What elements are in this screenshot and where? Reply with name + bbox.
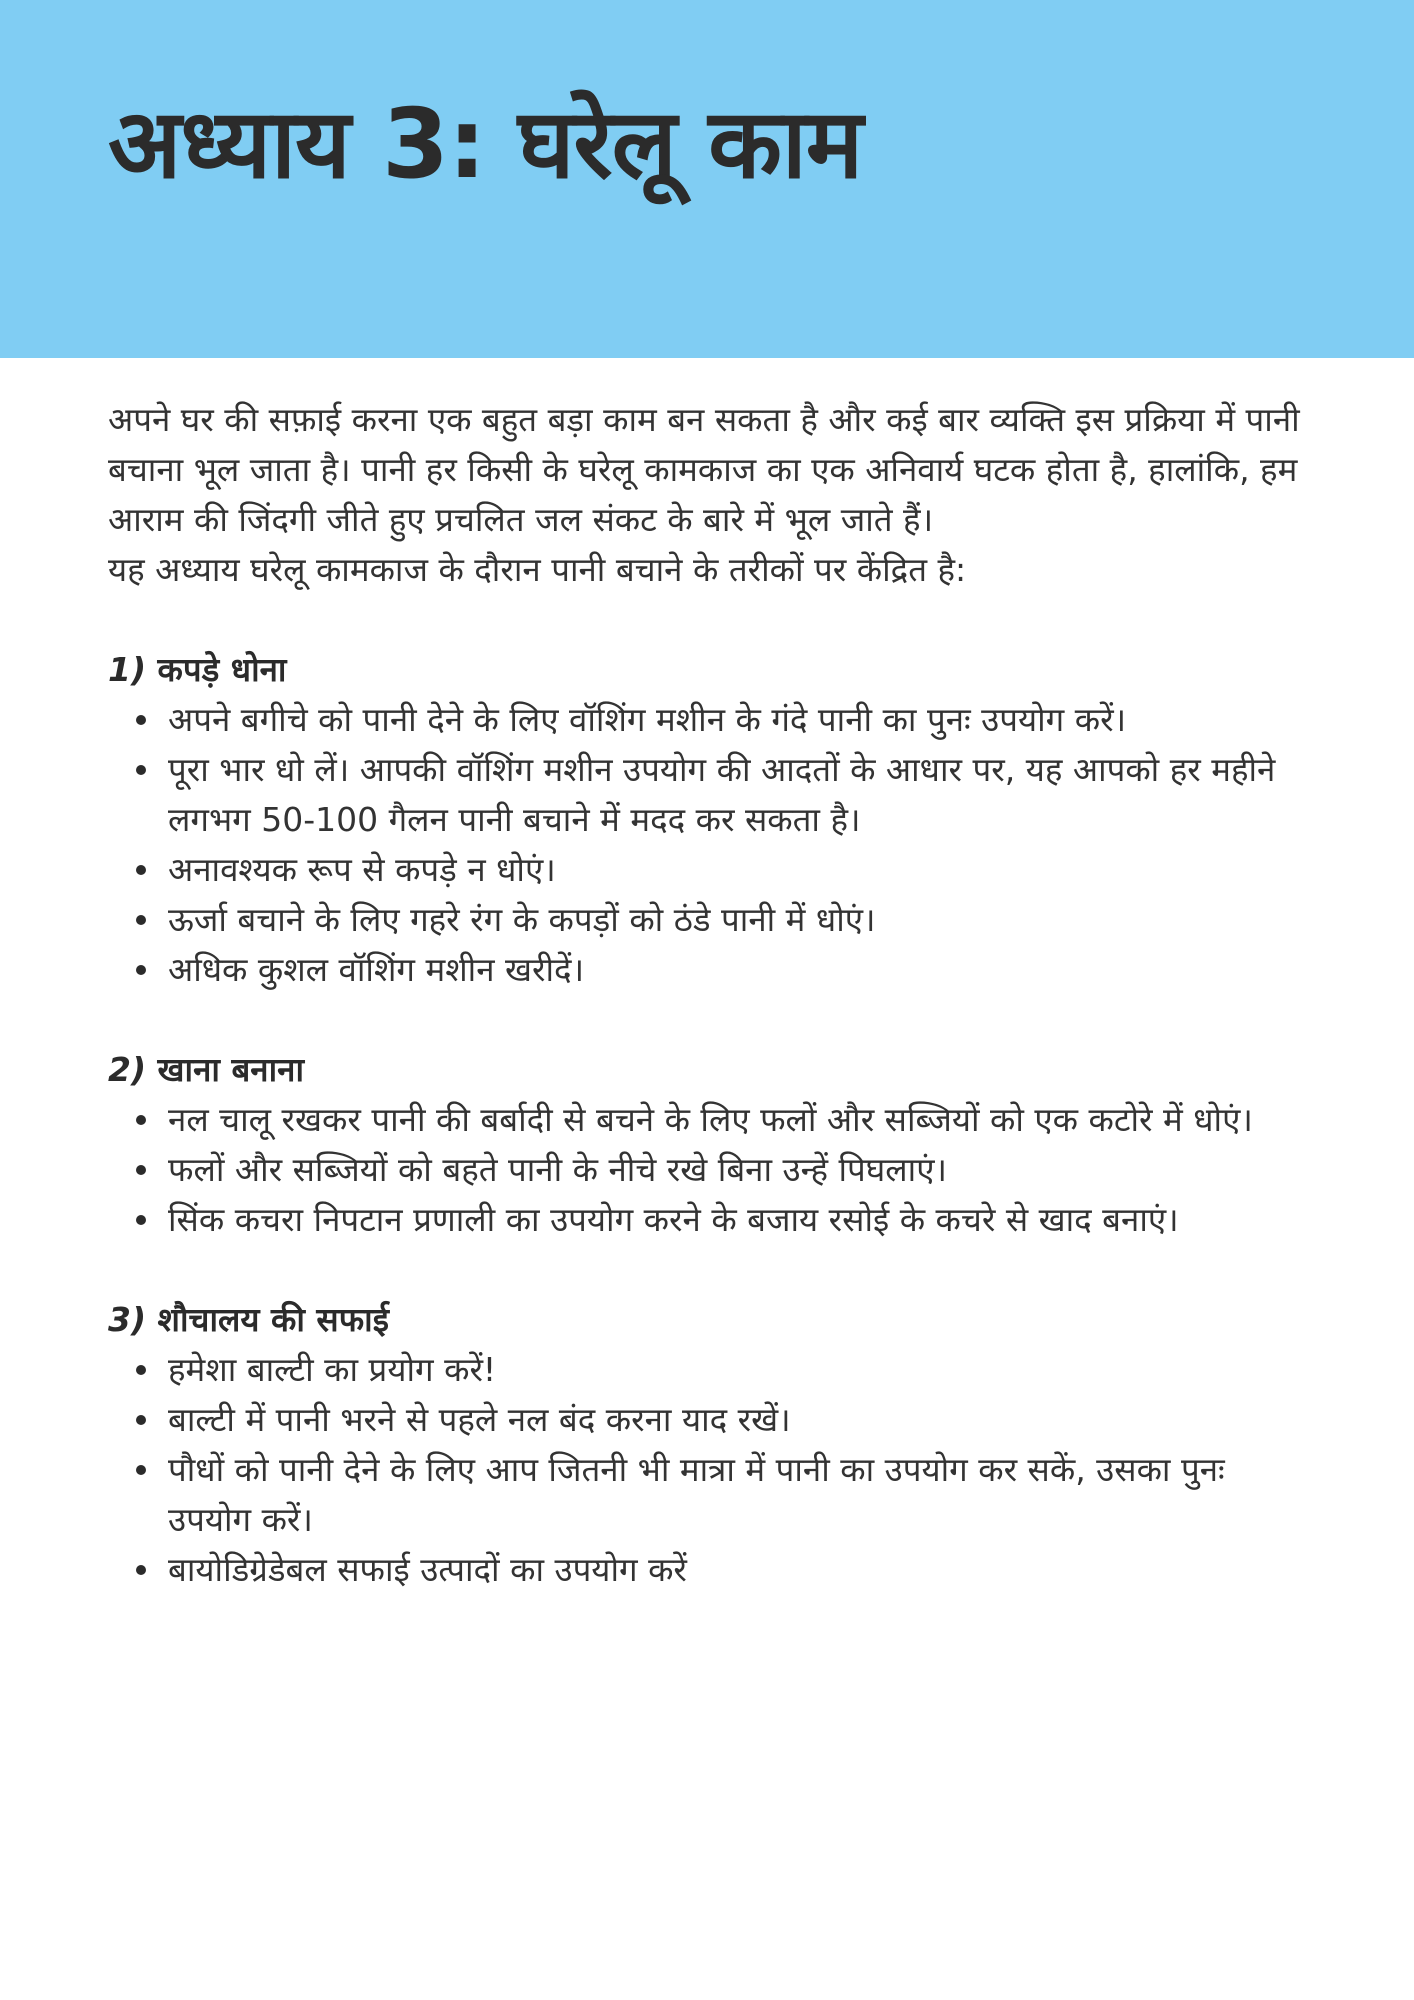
section-title: कपड़े धोना: [157, 650, 287, 689]
section-number: 3): [108, 1300, 147, 1339]
section-toilet-cleaning: [108, 1295, 1308, 1595]
list-item: [168, 895, 1308, 945]
list-item-text: सिंक कचरा निपटान प्रणाली का उपयोग करने के बजाय रसोई के कचरे से खाद बनाएं।: [168, 1200, 1179, 1239]
list-item: [168, 1445, 1308, 1545]
list-item: [168, 1395, 1308, 1445]
list-item: [168, 1195, 1308, 1245]
section-heading: [108, 1295, 1308, 1345]
section-title: शौचालय की सफाई: [157, 1300, 389, 1339]
bullet-icon: [136, 1165, 146, 1175]
list-item-text: बायोडिग्रेडेबल सफाई उत्पादों का उपयोग करें: [168, 1550, 687, 1589]
section-title: खाना बनाना: [157, 1050, 305, 1089]
tips-list: [108, 1345, 1308, 1595]
tips-list: [108, 695, 1308, 995]
list-item: [168, 845, 1308, 895]
list-item: [168, 745, 1308, 845]
section-heading: [108, 1045, 1308, 1095]
section-cooking: [108, 1045, 1308, 1245]
bullet-icon: [136, 1565, 146, 1575]
section-heading: [108, 645, 1308, 695]
list-item-text: बाल्टी में पानी भरने से पहले नल बंद करना याद रखें।: [168, 1400, 791, 1439]
list-item: [168, 695, 1308, 745]
bullet-icon: [136, 865, 146, 875]
focus-line: यह अध्याय घरेलू कामकाज के दौरान पानी बचाने के तरीकों पर केंद्रित है:: [108, 550, 967, 589]
list-item: [168, 945, 1308, 995]
list-item: [168, 1545, 1308, 1595]
list-item-text: पौधों को पानी देने के लिए आप जितनी भी मात्रा में पानी का उपयोग कर सकें, उसका पुनः उपयोग करें।: [168, 1450, 1225, 1539]
list-item-text: फलों और सब्जियों को बहते पानी के नीचे रखे बिना उन्हें पिघलाएं।: [168, 1150, 947, 1189]
section-number: 2): [108, 1050, 147, 1089]
bullet-icon: [136, 1215, 146, 1225]
bullet-icon: [136, 765, 146, 775]
intro-paragraph: अपने घर की सफ़ाई करना एक बहुत बड़ा काम बन सकता है और कई बार व्यक्ति इस प्रक्रिया में पानी बचाना भूल जाता है। पानी हर किसी के घरेलू कामकाज का एक अनिवार्य घटक होता है, हालांकि, हम आराम की जिंदगी जीते हुए प्रचलित जल संकट के बारे में भूल जाते हैं।: [108, 400, 1300, 539]
list-item: [168, 1345, 1308, 1395]
list-item-text: अपने बगीचे को पानी देने के लिए वॉशिंग मशीन के गंदे पानी का पुनः उपयोग करें।: [168, 700, 1127, 739]
bullet-icon: [136, 1415, 146, 1425]
list-item-text: अनावश्यक रूप से कपड़े न धोएं।: [168, 850, 556, 889]
section-laundry: [108, 645, 1308, 995]
list-item-text: पूरा भार धो लें। आपकी वॉशिंग मशीन उपयोग की आदतों के आधार पर, यह आपको हर महीने लगभग 50-100 गैलन पानी बचाने में मदद कर सकता है।: [168, 750, 1276, 839]
list-item-text: नल चालू रखकर पानी की बर्बादी से बचने के लिए फलों और सब्जियों को एक कटोरे में धोएं।: [168, 1100, 1253, 1139]
section-number: 1): [108, 650, 147, 689]
bullet-icon: [136, 965, 146, 975]
list-item: [168, 1145, 1308, 1195]
bullet-icon: [136, 1465, 146, 1475]
list-item-text: ऊर्जा बचाने के लिए गहरे रंग के कपड़ों को ठंडे पानी में धोएं।: [168, 900, 876, 939]
tips-list: [108, 1095, 1308, 1245]
bullet-icon: [136, 915, 146, 925]
list-item-text: हमेशा बाल्टी का प्रयोग करें!: [168, 1350, 497, 1389]
list-item-text: अधिक कुशल वॉशिंग मशीन खरीदें।: [168, 950, 585, 989]
chapter-content: [108, 395, 1308, 1595]
bullet-icon: [136, 715, 146, 725]
bullet-icon: [136, 1365, 146, 1375]
bullet-icon: [136, 1115, 146, 1125]
list-item: [168, 1095, 1308, 1145]
page-title: अध्याय 3: घरेलू काम: [108, 88, 863, 200]
